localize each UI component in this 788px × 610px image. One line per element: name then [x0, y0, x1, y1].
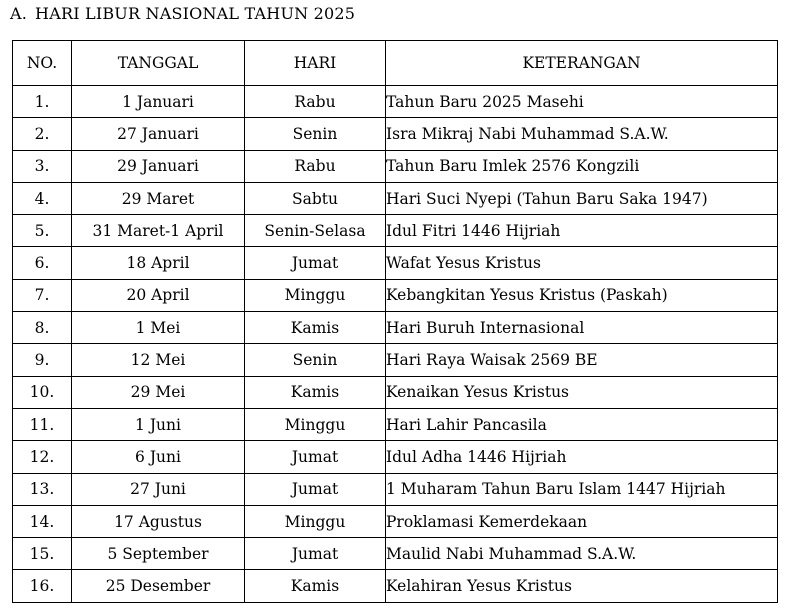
- row-date: 29 Mei: [72, 376, 245, 408]
- table-row: [13, 408, 778, 440]
- row-description: Hari Raya Waisak 2569 BE: [386, 344, 778, 376]
- row-description: Maulid Nabi Muhammad S.A.W.: [386, 538, 778, 570]
- table-row: [13, 118, 778, 150]
- holiday-table: [12, 40, 778, 603]
- row-date: 1 Mei: [72, 312, 245, 344]
- table-row: [13, 312, 778, 344]
- table-row: [13, 86, 778, 118]
- row-date: 27 Juni: [72, 473, 245, 505]
- row-description: Hari Suci Nyepi (Tahun Baru Saka 1947): [386, 182, 778, 214]
- row-day: Jumat: [245, 247, 386, 279]
- row-day: Senin-Selasa: [245, 215, 386, 247]
- row-number: 14.: [13, 505, 72, 537]
- row-date: 1 Juni: [72, 408, 245, 440]
- row-number: 7.: [13, 279, 72, 311]
- row-date: 17 Agustus: [72, 505, 245, 537]
- table-row: [13, 570, 778, 602]
- row-date: 12 Mei: [72, 344, 245, 376]
- row-description: Wafat Yesus Kristus: [386, 247, 778, 279]
- row-day: Sabtu: [245, 182, 386, 214]
- table-row: [13, 538, 778, 570]
- row-date: 29 Januari: [72, 150, 245, 182]
- row-number: 10.: [13, 376, 72, 408]
- row-description: Idul Fitri 1446 Hijriah: [386, 215, 778, 247]
- row-day: Rabu: [245, 86, 386, 118]
- row-day: Senin: [245, 344, 386, 376]
- row-day: Kamis: [245, 312, 386, 344]
- row-number: 9.: [13, 344, 72, 376]
- table-row: [13, 473, 778, 505]
- row-date: 6 Juni: [72, 441, 245, 473]
- row-day: Jumat: [245, 538, 386, 570]
- column-header-no: NO.: [13, 41, 72, 86]
- row-number: 1.: [13, 86, 72, 118]
- row-description: 1 Muharam Tahun Baru Islam 1447 Hijriah: [386, 473, 778, 505]
- table-row: [13, 441, 778, 473]
- page-title: HARI LIBUR NASIONAL TAHUN 2025: [35, 4, 356, 23]
- row-number: 16.: [13, 570, 72, 602]
- row-description: Kenaikan Yesus Kristus: [386, 376, 778, 408]
- row-date: 29 Maret: [72, 182, 245, 214]
- table-row: [13, 279, 778, 311]
- table-row: [13, 376, 778, 408]
- row-number: 3.: [13, 150, 72, 182]
- row-number: 11.: [13, 408, 72, 440]
- column-header-day: HARI: [245, 41, 386, 86]
- row-day: Kamis: [245, 570, 386, 602]
- section-letter: A.: [10, 4, 28, 23]
- row-number: 4.: [13, 182, 72, 214]
- table-row: [13, 215, 778, 247]
- row-description: Hari Lahir Pancasila: [386, 408, 778, 440]
- row-description: Hari Buruh Internasional: [386, 312, 778, 344]
- row-date: 25 Desember: [72, 570, 245, 602]
- row-number: 2.: [13, 118, 72, 150]
- row-number: 6.: [13, 247, 72, 279]
- table-row: [13, 344, 778, 376]
- column-header-date: TANGGAL: [72, 41, 245, 86]
- row-number: 8.: [13, 312, 72, 344]
- row-description: Kelahiran Yesus Kristus: [386, 570, 778, 602]
- row-number: 12.: [13, 441, 72, 473]
- row-number: 5.: [13, 215, 72, 247]
- row-number: 13.: [13, 473, 72, 505]
- column-header-description: KETERANGAN: [386, 41, 778, 86]
- row-day: Senin: [245, 118, 386, 150]
- row-description: Idul Adha 1446 Hijriah: [386, 441, 778, 473]
- row-day: Jumat: [245, 473, 386, 505]
- row-date: 27 Januari: [72, 118, 245, 150]
- row-day: Jumat: [245, 441, 386, 473]
- row-description: Tahun Baru 2025 Masehi: [386, 86, 778, 118]
- row-description: Isra Mikraj Nabi Muhammad S.A.W.: [386, 118, 778, 150]
- row-date: 18 April: [72, 247, 245, 279]
- table-row: [13, 150, 778, 182]
- section-heading: [10, 4, 355, 23]
- row-date: 31 Maret-1 April: [72, 215, 245, 247]
- table-header-row: [13, 41, 778, 86]
- row-date: 5 September: [72, 538, 245, 570]
- table-row: [13, 182, 778, 214]
- row-description: Kebangkitan Yesus Kristus (Paskah): [386, 279, 778, 311]
- table-row: [13, 505, 778, 537]
- row-day: Rabu: [245, 150, 386, 182]
- row-number: 15.: [13, 538, 72, 570]
- row-day: Minggu: [245, 279, 386, 311]
- row-date: 20 April: [72, 279, 245, 311]
- row-date: 1 Januari: [72, 86, 245, 118]
- row-description: Tahun Baru Imlek 2576 Kongzili: [386, 150, 778, 182]
- row-day: Kamis: [245, 376, 386, 408]
- row-day: Minggu: [245, 408, 386, 440]
- row-day: Minggu: [245, 505, 386, 537]
- table-row: [13, 247, 778, 279]
- table-body: [13, 86, 778, 603]
- row-description: Proklamasi Kemerdekaan: [386, 505, 778, 537]
